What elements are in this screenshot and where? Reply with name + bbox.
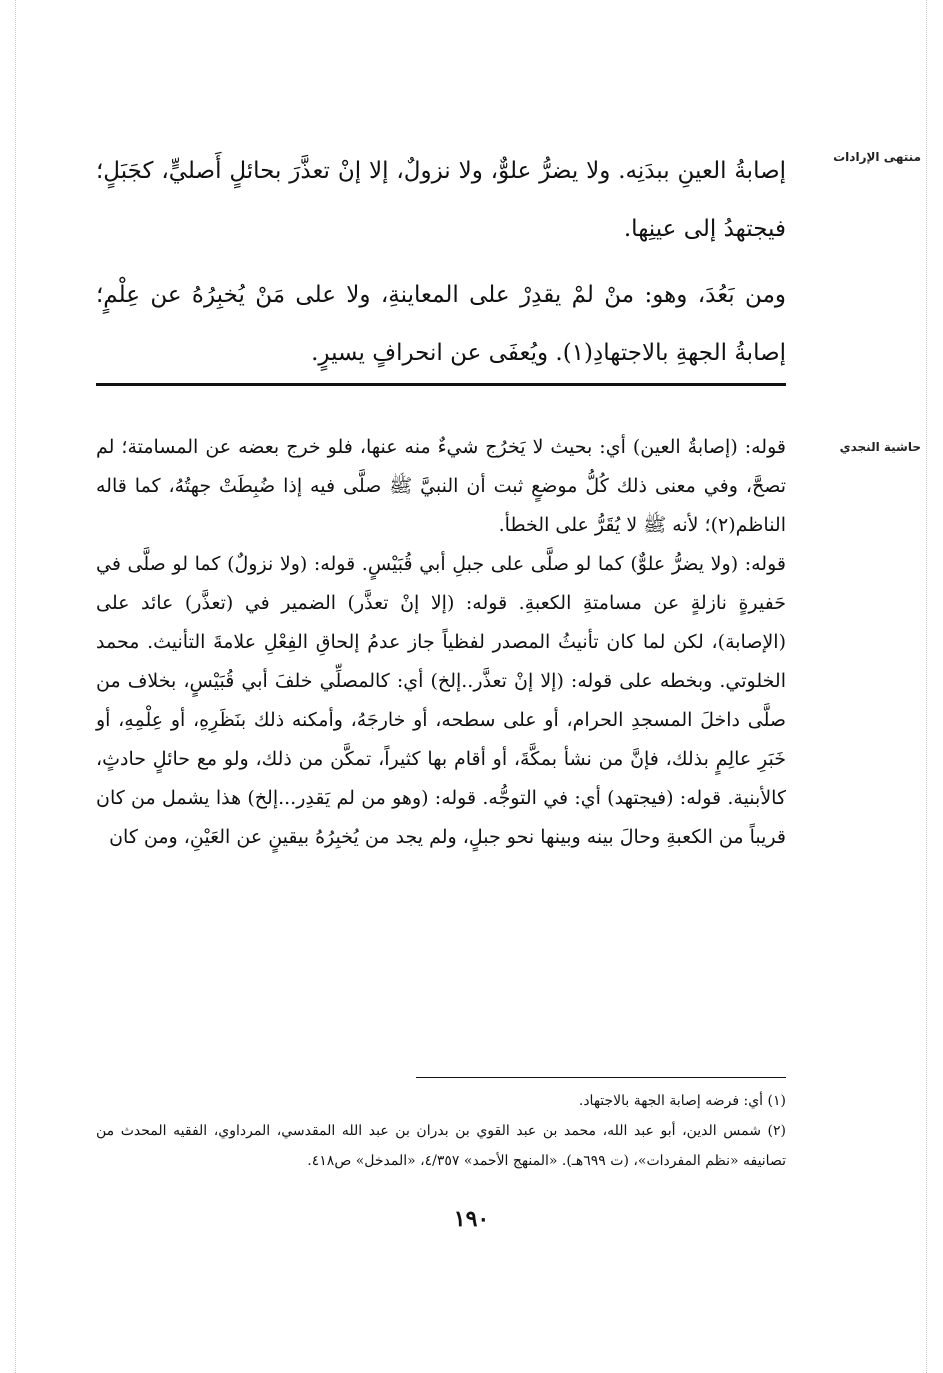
footnote-separator (416, 1077, 786, 1078)
page-number: ١٩٠ (453, 1206, 490, 1232)
matn-hashiya-divider (96, 383, 786, 386)
hashiya-side-label: حاشية النجدي (839, 440, 921, 454)
hashiya-text-block (96, 428, 786, 857)
hashiya-paragraph-1: قوله: (إصابةُ العين) أي: بحيث لا يَخرُج شيءٌ منه عنها، فلو خرج بعضه عن المسامتة؛ لم تصحَّ، وفي معنى ذلك كُلُّ موضعٍ ثبت أن النبيَّ ﷺ صلَّى فيه إذا ضُبِطَتْ جهتُهُ، كما قاله الناظم(٢)؛ لأنه ﷺ لا يُقَرُّ على الخطأ. (96, 436, 786, 536)
page-left-dotted-border (15, 0, 16, 1373)
matn-paragraph-2: ومن بَعُدَ، وهو: منْ لمْ يقدِرْ على المعاينةِ، ولا على مَنْ يُخبِرُهُ عن عِلْمٍ؛ إصابةُ الجهةِ بالاجتهادِ(١). ويُعفَى عن انحرافٍ يسيرٍ. (96, 282, 786, 366)
footnotes-block (96, 1086, 786, 1176)
footnote-1: (١) أي: فرضه إصابة الجهة بالاجتهاد. (578, 1093, 786, 1109)
hashiya-paragraph-2: قوله: (ولا يضرُّ علوٌّ) كما لو صلَّى على جبلِ أبي قُبَيْسٍ. قوله: (ولا نزولٌ) كما لو صلَّى في حَفيرةٍ نازلةٍ عن مسامتةِ الكعبةِ. قوله: (إلا إنْ تعذَّر) الضمير في (تعذَّر) عائد على (الإصابة)، لكن لما كان تأنيثُ المصدر لفظياً جاز عدمُ إلحاقِ الفِعْلِ علامةَ التأنيث. محمد الخلوتي. وبخطه على قوله: (إلا إنْ تعذَّر..إلخ) أي: كالمصلِّي خلفَ أبي قُبَيْسٍ، بخلاف من صلَّى داخلَ المسجدِ الحرام، أو على سطحه، أو خارجَهُ، وأمكنه ذلك بنَظَرِهِ، أو عِلْمِهِ، أو خَبَرِ عالِمٍ بذلك، فإنَّ من نشأ بمكَّةَ، أو أقام بها كثيراً، تمكَّن من ذلك، ولو مع حائلٍ حادثٍ، كالأبنية. قوله: (فيجتهد) أي: في التوجُّه. قوله: (وهو من لم يَقدِر...إلخ) هذا يشمل من كان قريباً من الكعبةِ وحالَ بينه وبينها نحو جبلٍ، ولم يجد من يُخبِرُهُ بيقينٍ عن العَيْنِ، ومن كان (96, 553, 786, 848)
matn-side-label: منتهى الإرادات (833, 150, 921, 164)
footnote-2: (٢) شمس الدين، أبو عبد الله، محمد بن عبد القوي بن بدران بن عبد الله المقدسي، المرداوي، الفقيه المحدث من تصانيفه «نظم المفردات»، (ت ٦٩٩هـ). «المنهج الأحمد» ٤/٣٥٧، «المدخل» ص٤١٨. (96, 1123, 786, 1169)
page-right-dotted-border (926, 0, 927, 1373)
matn-text-block (96, 142, 786, 382)
matn-paragraph-1: إصابةُ العينِ ببدَنِه. ولا يضرُّ علوٌّ، ولا نزولٌ، إلا إنْ تعذَّرَ بحائلٍ أَصليٍّ، كجَبَلٍ؛ فيجتهدُ إلى عينِها. (96, 158, 786, 242)
